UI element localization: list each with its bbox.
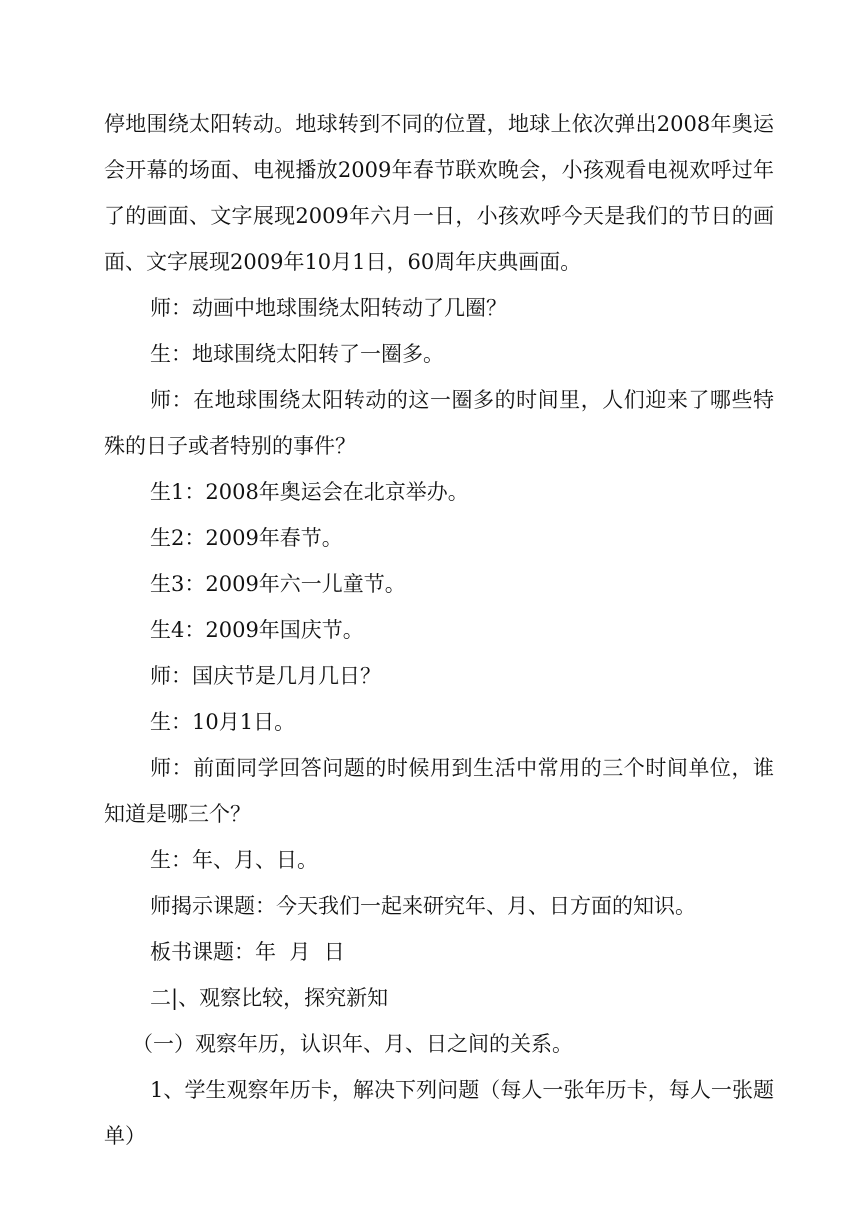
paragraph-student-answer-4: 生：年、月、日。 [150, 848, 318, 872]
paragraph-subsection-heading-1: （一）观察年历，认识年、月、日之间的关系。 [132, 1032, 573, 1056]
paragraph-student-1: 生1：2008年奥运会在北京举办。 [150, 480, 469, 504]
paragraph-task-1: 1、学生观察年历卡，解决下列问题（每人一张年历卡，每人一张题单） [104, 1078, 774, 1148]
paragraph-student-answer-3: 生：10月1日。 [150, 710, 296, 734]
paragraph-section-heading-2: 二|、观察比较，探究新知 [150, 986, 389, 1010]
paragraph-student-2: 生2：2009年春节。 [150, 526, 343, 550]
paragraph-teacher-question-4: 师：前面同学回答问题的时候用到生活中常用的三个时间单位，谁知道是哪三个？ [104, 756, 774, 826]
paragraph-board-title: 板书课题：年 月 日 [150, 940, 345, 964]
paragraph-teacher-question-2: 师：在地球围绕太阳转动的这一圈多的时间里，人们迎来了哪些特殊的日子或者特别的事件？ [104, 388, 774, 458]
paragraph-student-3: 生3：2009年六一儿童节。 [150, 572, 406, 596]
paragraph-teacher-question-1: 师：动画中地球围绕太阳转动了几圈？ [150, 296, 507, 320]
paragraph-animation-description: 停地围绕太阳转动。地球转到不同的位置，地球上依次弹出2008年奥运会开幕的场面、电视播放2009年春节联欢晚会，小孩观看电视欢呼过年了的画面、文字展现2009年六月一日，小孩欢呼今天是我们的节日的画面、文字展现2009年10月1日，60周年庆典画面。 [104, 112, 774, 274]
paragraph-teacher-question-3: 师：国庆节是几月几日？ [150, 664, 381, 688]
paragraph-student-answer-1: 生：地球围绕太阳转了一圈多。 [150, 342, 444, 366]
paragraph-student-4: 生4：2009年国庆节。 [150, 618, 364, 642]
document-body [104, 101, 774, 1159]
paragraph-teacher-topic: 师揭示课题：今天我们一起来研究年、月、日方面的知识。 [150, 894, 696, 918]
